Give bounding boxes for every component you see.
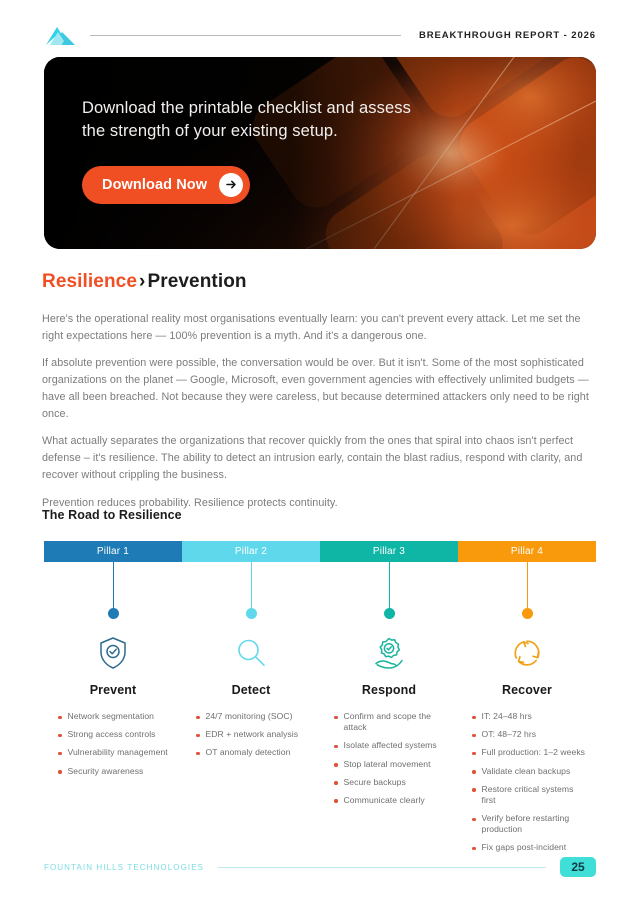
bullet-icon (196, 752, 200, 756)
bullet-icon (472, 818, 476, 822)
pillar-bar (44, 541, 596, 562)
list-item-text: Stop lateral movement (343, 758, 431, 769)
list-item-text: Isolate affected systems (343, 740, 437, 751)
header-divider (90, 35, 401, 36)
pillar-title-recover: Recover (501, 683, 553, 697)
bullet-icon (334, 763, 338, 767)
section-heading-accent: Resilience (42, 271, 137, 292)
pillar-columns (44, 634, 596, 861)
list-item-text: Restore critical systems first (481, 783, 574, 805)
list-item-text: Strong access controls (67, 729, 156, 740)
connector-dot-2 (246, 608, 257, 619)
page-header (44, 18, 596, 52)
list-item (472, 729, 588, 740)
gear-check-hand-icon (373, 634, 405, 672)
bullet-icon (58, 716, 62, 720)
list-item-text: OT anomaly detection (205, 747, 291, 758)
pillar-list-prevent (52, 711, 174, 784)
connector-dot-1 (108, 608, 119, 619)
list-item-text: Secure backups (343, 776, 406, 787)
connector-line-3 (389, 562, 390, 612)
connector-line-1 (113, 562, 114, 612)
list-item-text: Validate clean backups (481, 765, 571, 776)
footer-brand: FOUNTAIN HILLS TECHNOLOGIES (44, 862, 205, 872)
footer-divider (218, 867, 546, 868)
bullet-icon (334, 716, 338, 720)
bullet-icon (196, 716, 200, 720)
shield-check-icon (98, 634, 128, 672)
magnifying-glass-icon (235, 634, 267, 672)
section-heading (42, 271, 247, 293)
section-heading-main: Prevention (147, 271, 247, 292)
refresh-cycle-icon (511, 634, 543, 672)
list-item-text: EDR + network analysis (205, 729, 299, 740)
list-item (58, 747, 174, 758)
pillar-column-prevent (44, 634, 182, 861)
download-hero-banner (44, 57, 596, 249)
paragraph-4: Prevention reduces probability. Resilience protects continuity. (42, 496, 338, 509)
pillar-column-respond (320, 634, 458, 861)
chevron-right-icon: › (139, 271, 146, 292)
pillar-segment-4-label: Pillar 4 (510, 546, 544, 557)
connector-line-2 (251, 562, 252, 612)
list-item (58, 729, 174, 740)
download-now-button[interactable] (82, 166, 250, 204)
page-number-badge: 25 (560, 857, 596, 877)
list-item-text: Confirm and scope the attack (343, 711, 432, 733)
list-item-text: IT: 24–48 hrs (481, 711, 532, 721)
list-item (472, 842, 588, 853)
pillar-segment-4 (458, 541, 596, 562)
hero-content (82, 97, 412, 204)
pillar-list-respond (328, 711, 450, 813)
pillar-column-detect (182, 634, 320, 861)
bullet-icon (472, 716, 476, 720)
paragraph-2: If absolute prevention were possible, the conversation would be over. But it isn't. Some of the most sophisticated organizations on the planet — Google, Microsoft, even government agencies with effectively unlimited budgets — have all been breached. Not because they were careless, but because determined attackers only need to be right once. (42, 357, 589, 420)
bullet-icon (472, 752, 476, 756)
list-item-text: Security awareness (67, 765, 144, 776)
list-item (472, 747, 588, 758)
list-item-text: 24/7 monitoring (SOC) (205, 711, 293, 721)
mountain-logo-icon (44, 22, 78, 48)
pillar-segment-3 (320, 541, 458, 562)
pillar-list-detect (190, 711, 312, 766)
arrow-right-icon (219, 173, 243, 197)
connector-dot-3 (384, 608, 395, 619)
body-copy (42, 311, 598, 511)
connector-dot-4 (522, 608, 533, 619)
paragraph-3: What actually separates the organizations that recover quickly from the ones that spiral into chaos isn't perfect defense – it's resilience. The ability to detect an intrusion early, contain the blast radius, respond with clarity, and recover without crippling the business. (42, 435, 583, 481)
pillar-title-respond: Respond (361, 683, 417, 697)
list-item (334, 711, 450, 733)
download-now-label: Download Now (102, 176, 208, 193)
list-item-text: Communicate clearly (343, 794, 425, 805)
bullet-icon (58, 734, 62, 738)
list-item (472, 784, 588, 806)
pillar-list-recover (466, 711, 588, 861)
list-item (334, 740, 450, 751)
list-item (58, 766, 174, 777)
list-item (58, 711, 174, 722)
road-to-resilience-title: The Road to Resilience (42, 508, 182, 522)
bullet-icon (58, 752, 62, 756)
list-item (196, 711, 312, 722)
report-title: BREAKTHROUGH REPORT - 2026 (418, 29, 596, 41)
bullet-icon (472, 788, 476, 792)
pillar-segment-1 (44, 541, 182, 562)
list-item (472, 813, 588, 835)
bullet-icon (472, 770, 476, 774)
bullet-icon (334, 799, 338, 803)
pillar-segment-2-label: Pillar 2 (234, 546, 268, 557)
hero-heading: Download the printable checklist and assess the strength of your existing setup. (82, 99, 411, 141)
list-item-text: Fix gaps post-incident (481, 842, 567, 853)
pillar-segment-2 (182, 541, 320, 562)
list-item (196, 747, 312, 758)
list-item (472, 766, 588, 777)
list-item (472, 711, 588, 722)
pillar-title-detect: Detect (231, 683, 271, 697)
list-item (334, 759, 450, 770)
list-item (334, 777, 450, 788)
pillar-title-prevent: Prevent (89, 683, 137, 697)
pillar-segment-3-label: Pillar 3 (372, 546, 406, 557)
list-item-text: Network segmentation (67, 711, 155, 721)
page-footer (44, 857, 596, 877)
list-item (196, 729, 312, 740)
connector-line-4 (527, 562, 528, 612)
list-item-text: Verify before restarting production (481, 813, 570, 835)
bullet-icon (196, 734, 200, 738)
pillar-connectors (44, 562, 596, 624)
list-item-text: Full production: 1–2 weeks (481, 747, 586, 758)
list-item-text: Vulnerability management (67, 747, 168, 758)
list-item-text: OT: 48–72 hrs (481, 729, 537, 740)
pillar-column-recover (458, 634, 596, 861)
bullet-icon (58, 770, 62, 774)
bullet-icon (472, 734, 476, 738)
bullet-icon (472, 847, 476, 851)
list-item (334, 795, 450, 806)
bullet-icon (334, 781, 338, 785)
paragraph-1: Here's the operational reality most organisations eventually learn: you can't prevent every attack. Let me set the right expectations here — 100% prevention is a myth. And it's a dangerous one. (42, 313, 581, 342)
bullet-icon (334, 745, 338, 749)
pillar-segment-1-label: Pillar 1 (96, 546, 130, 557)
